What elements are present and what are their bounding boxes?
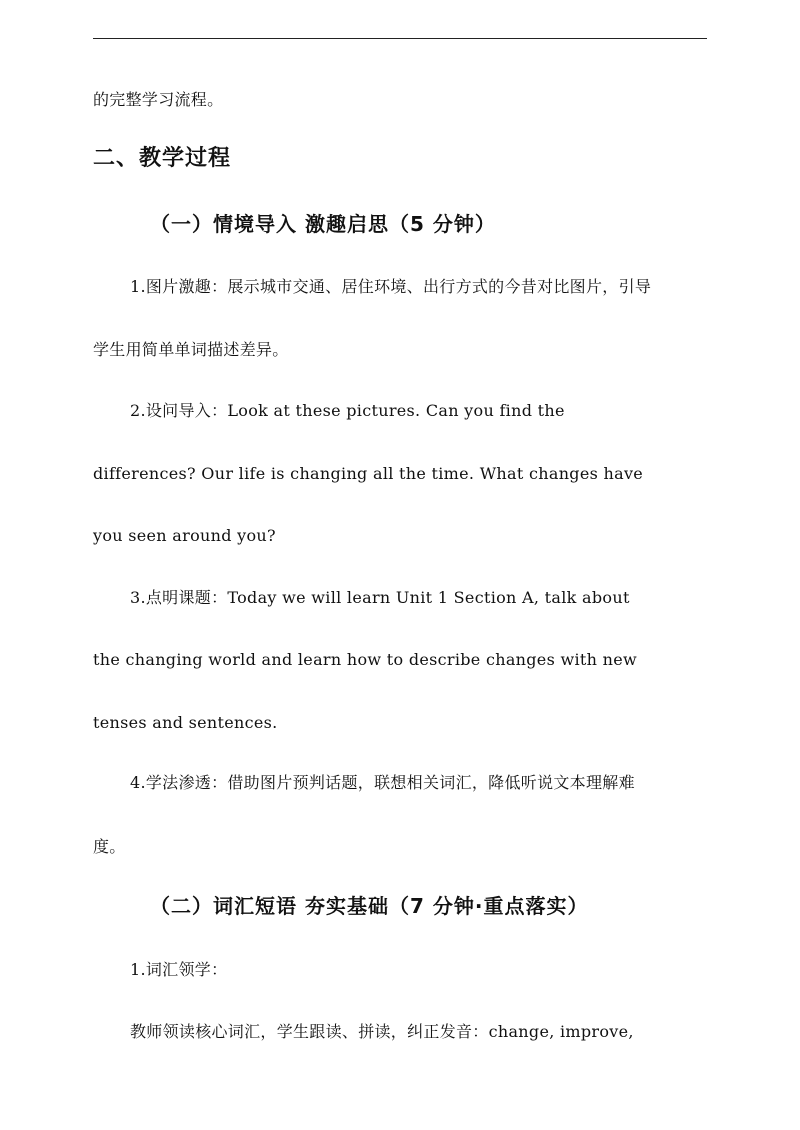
paragraph-line: 度。 [93,837,126,856]
paragraph-line: 2.设问导入：Look at these pictures. Can you find the [130,401,565,420]
paragraph-line: 3.点明课题：Today we will learn Unit 1 Section A, talk about [130,588,630,607]
header-rule [93,38,707,39]
paragraph-line: 的完整学习流程。 [93,90,224,109]
paragraph-line: 1.图片激趣：展示城市交通、居住环境、出行方式的今昔对比图片，引导 [130,277,652,296]
paragraph-line: 4.学法渗透：借助图片预判话题，联想相关词汇，降低听说文本理解难 [130,773,635,792]
subsection-heading: （二）词汇短语 夯实基础（7 分钟·重点落实） [150,894,589,918]
paragraph-line: 1.词汇领学： [130,960,228,979]
paragraph-line: 教师领读核心词汇，学生跟读、拼读，纠正发音：change, improve, [130,1022,634,1041]
paragraph-line: tenses and sentences. [93,713,278,732]
section-heading: 二、教学过程 [93,146,232,171]
paragraph-line: the changing world and learn how to describe changes with new [93,650,637,669]
subsection-heading: （一）情境导入 激趣启思（5 分钟） [150,212,496,236]
paragraph-line: you seen around you? [93,526,276,545]
paragraph-line: 学生用简单单词描述差异。 [93,340,289,359]
paragraph-line: differences? Our life is changing all the time. What changes have [93,464,644,483]
